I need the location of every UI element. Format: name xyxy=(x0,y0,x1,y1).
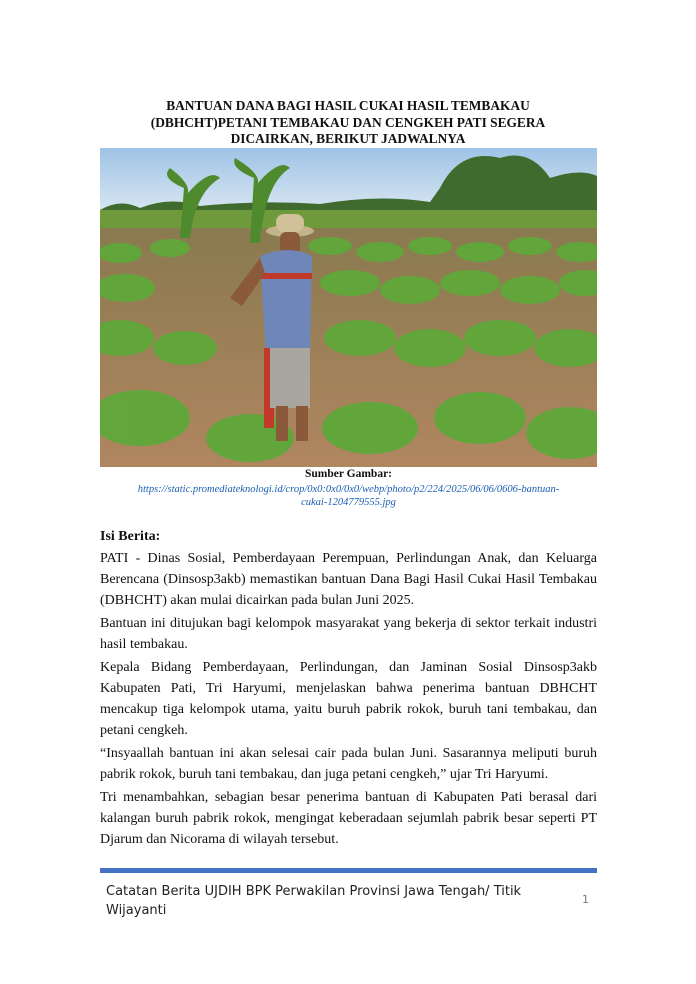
image-source-url-line-1[interactable]: https://static.promediateknologi.id/crop/0x0:0x0/0x0/webp/photo/p2/224/2025/06/06/0606-bantuan- xyxy=(137,484,560,495)
title-line-1: BANTUAN DANA BAGI HASIL CUKAI HASIL TEMBAKAU xyxy=(166,98,530,113)
title-line-2: (DBHCHT)PETANI TEMBAKAU DAN CENGKEH PATI SEGERA xyxy=(150,114,546,130)
footer-divider xyxy=(100,868,597,873)
section-heading: Isi Berita: xyxy=(100,529,161,544)
paragraph-1: PATI - Dinas Sosial, Pemberdayaan Perempuan, Perlindungan Anak, dan Keluarga Berencana (Dinsosp3akb) memastikan bantuan Dana Bagi Hasil Cukai Hasil Tembakau (DBHCHT) akan mulai dicairkan pada bulan Juni 2025. xyxy=(100,551,597,608)
paragraph-5: Tri menambahkan, sebagian besar penerima bantuan di Kabupaten Pati berasal dari kalangan buruh pabrik rokok, mengingat keberadaan sejumlah pabrik besar seperti PT Djarum dan Nicorama di wilayah tersebut. xyxy=(100,790,597,847)
article-title xyxy=(140,98,556,148)
article-body xyxy=(100,548,597,852)
photo-illustration xyxy=(100,148,597,467)
paragraph-4: “Insyaallah bantuan ini akan selesai cair pada bulan Juni. Sasarannya meliputi buruh pabrik rokok, buruh tani tembakau, dan juga petani cengkeh,” ujar Tri Haryumi. xyxy=(100,746,597,782)
image-source-url-line-2[interactable]: cukai-1204779555.jpg xyxy=(301,497,396,508)
footer-text: Catatan Berita UJDIH BPK Perwakilan Provinsi Jawa Tengah/ Titik Wijayanti xyxy=(106,884,522,918)
page-number: 1 xyxy=(582,893,589,906)
article-photo xyxy=(100,148,597,467)
paragraph-2: Bantuan ini ditujukan bagi kelompok masyarakat yang bekerja di sektor terkait industri hasil tembakau. xyxy=(100,616,597,652)
image-source-url[interactable] xyxy=(110,483,587,509)
image-source-label: Sumber Gambar: xyxy=(305,468,392,480)
paragraph-3: Kepala Bidang Pemberdayaan, Perlindungan, dan Jaminan Sosial Dinsosp3akb Kabupaten Pati, Tri Haryumi, menjelaskan bahwa penerima bantuan DBHCHT mencakup tiga kelompok utama, yaitu buruh pabrik rokok, buruh tani tembakau, dan petani cengkeh. xyxy=(100,660,597,738)
title-line-3: DICAIRKAN, BERIKUT JADWALNYA xyxy=(230,131,466,146)
